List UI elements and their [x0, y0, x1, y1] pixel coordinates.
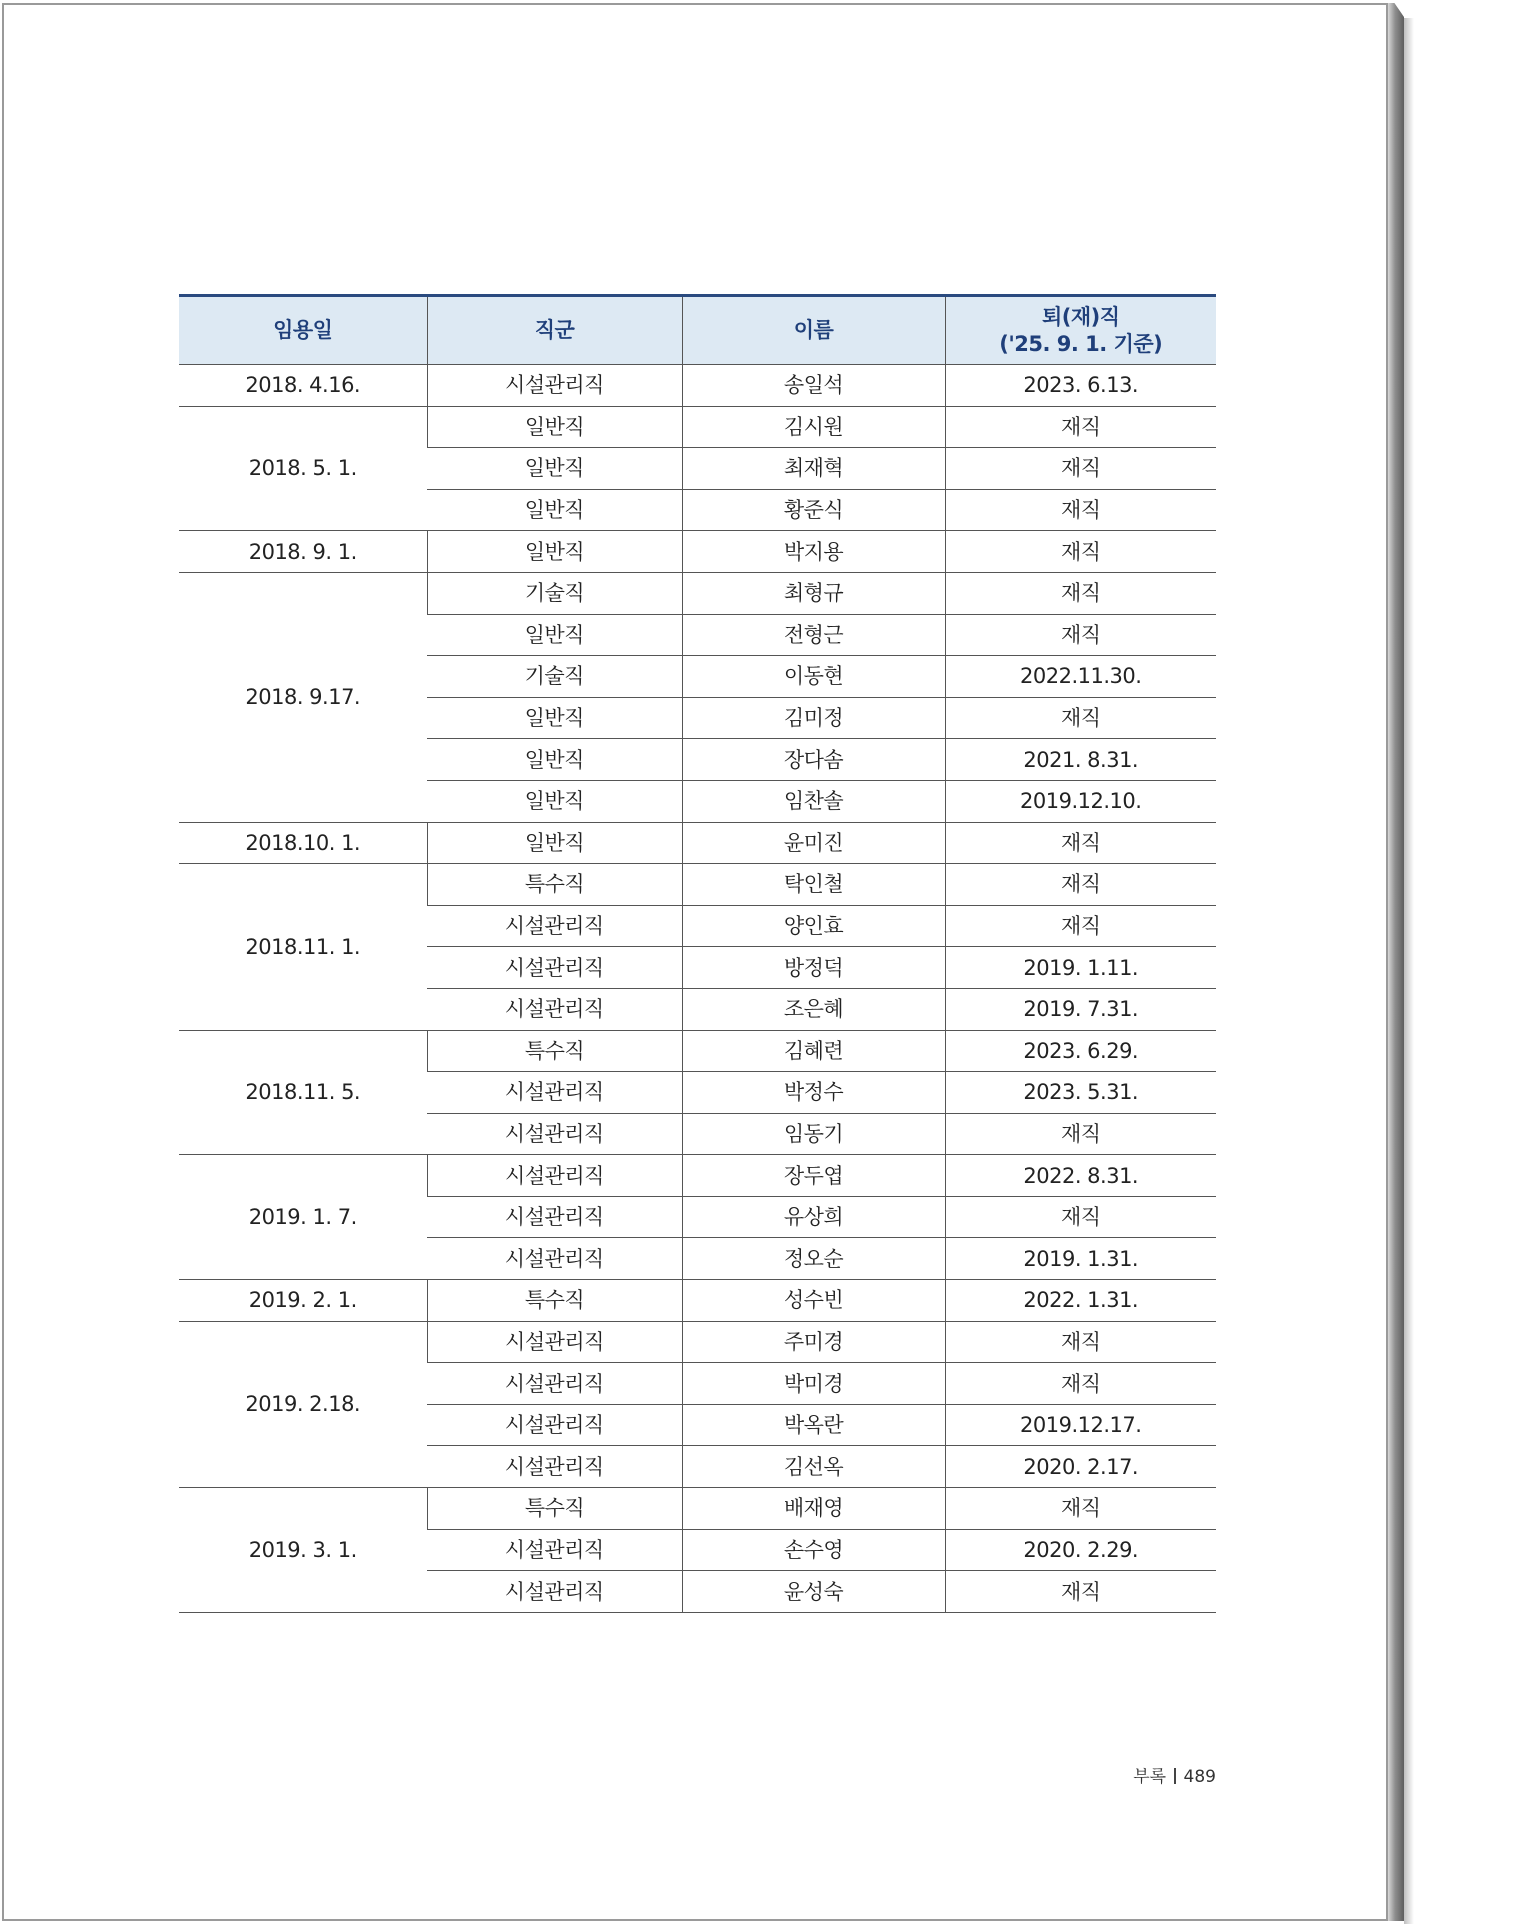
job-group-cell: 특수직 — [427, 864, 682, 906]
status-cell: 재직 — [945, 1363, 1216, 1405]
page-edge-shadow — [1404, 18, 1414, 1924]
status-cell: 2023. 5.31. — [945, 1072, 1216, 1114]
name-cell: 박미경 — [682, 1363, 945, 1405]
job-group-cell: 특수직 — [427, 1030, 682, 1072]
name-cell: 손수영 — [682, 1529, 945, 1571]
job-group-cell: 시설관리직 — [427, 1529, 682, 1571]
name-cell: 김혜련 — [682, 1030, 945, 1072]
status-cell: 2019. 1.31. — [945, 1238, 1216, 1280]
job-group-cell: 시설관리직 — [427, 1571, 682, 1613]
header-row — [179, 296, 1216, 365]
appointment-date-cell: 2018.10. 1. — [179, 822, 427, 864]
status-cell: 재직 — [945, 489, 1216, 531]
status-cell: 재직 — [945, 697, 1216, 739]
job-group-cell: 시설관리직 — [427, 905, 682, 947]
appointment-date-cell: 2019. 2. 1. — [179, 1280, 427, 1322]
name-cell: 장다솜 — [682, 739, 945, 781]
appointment-date-cell: 2019. 3. 1. — [179, 1488, 427, 1613]
name-cell: 최형규 — [682, 572, 945, 614]
job-group-cell: 시설관리직 — [427, 947, 682, 989]
page-number: 489 — [1183, 1767, 1216, 1787]
table-row — [179, 1321, 1216, 1363]
status-cell: 재직 — [945, 1196, 1216, 1238]
job-group-cell: 일반직 — [427, 406, 682, 448]
appointment-date-cell: 2019. 1. 7. — [179, 1155, 427, 1280]
appointment-date-cell: 2018.11. 1. — [179, 864, 427, 1030]
status-cell: 2022. 8.31. — [945, 1155, 1216, 1197]
job-group-cell: 기술직 — [427, 572, 682, 614]
name-cell: 박정수 — [682, 1072, 945, 1114]
header-job-group: 직군 — [427, 296, 682, 365]
job-group-cell: 기술직 — [427, 656, 682, 698]
table-row — [179, 1488, 1216, 1530]
table-row — [179, 531, 1216, 573]
name-cell: 송일석 — [682, 365, 945, 407]
job-group-cell: 시설관리직 — [427, 365, 682, 407]
job-group-cell: 일반직 — [427, 739, 682, 781]
name-cell: 윤성숙 — [682, 1571, 945, 1613]
status-cell: 재직 — [945, 864, 1216, 906]
job-group-cell: 일반직 — [427, 822, 682, 864]
header-status-label: 퇴(재)직 — [1041, 304, 1120, 329]
header-name: 이름 — [682, 296, 945, 365]
table-row — [179, 822, 1216, 864]
job-group-cell: 특수직 — [427, 1488, 682, 1530]
status-cell: 2019. 1.11. — [945, 947, 1216, 989]
status-cell: 재직 — [945, 822, 1216, 864]
appointment-table — [179, 294, 1216, 1613]
table-row — [179, 365, 1216, 407]
table-row — [179, 406, 1216, 448]
status-cell: 재직 — [945, 1321, 1216, 1363]
name-cell: 임찬솔 — [682, 780, 945, 822]
job-group-cell: 시설관리직 — [427, 988, 682, 1030]
footer-divider — [1174, 1768, 1176, 1784]
job-group-cell: 일반직 — [427, 780, 682, 822]
name-cell: 전형근 — [682, 614, 945, 656]
name-cell: 방정덕 — [682, 947, 945, 989]
job-group-cell: 시설관리직 — [427, 1196, 682, 1238]
status-cell: 2021. 8.31. — [945, 739, 1216, 781]
name-cell: 김미정 — [682, 697, 945, 739]
status-cell: 재직 — [945, 572, 1216, 614]
job-group-cell: 시설관리직 — [427, 1404, 682, 1446]
status-cell: 재직 — [945, 406, 1216, 448]
appointment-date-cell: 2018. 9.17. — [179, 572, 427, 822]
name-cell: 임동기 — [682, 1113, 945, 1155]
name-cell: 주미경 — [682, 1321, 945, 1363]
name-cell: 성수빈 — [682, 1280, 945, 1322]
job-group-cell: 시설관리직 — [427, 1363, 682, 1405]
header-employment-status — [945, 296, 1216, 365]
name-cell: 최재혁 — [682, 448, 945, 490]
job-group-cell: 특수직 — [427, 1280, 682, 1322]
table-row — [179, 1280, 1216, 1322]
job-group-cell: 일반직 — [427, 489, 682, 531]
table-row — [179, 1030, 1216, 1072]
status-cell: 2020. 2.29. — [945, 1529, 1216, 1571]
name-cell: 박지용 — [682, 531, 945, 573]
header-status-basis: ('25. 9. 1. 기준) — [999, 331, 1163, 356]
name-cell: 박옥란 — [682, 1404, 945, 1446]
status-cell: 재직 — [945, 448, 1216, 490]
appointment-date-cell: 2019. 2.18. — [179, 1321, 427, 1487]
name-cell: 김시원 — [682, 406, 945, 448]
appointment-date-cell: 2018. 9. 1. — [179, 531, 427, 573]
appointment-date-cell: 2018. 5. 1. — [179, 406, 427, 531]
job-group-cell: 일반직 — [427, 697, 682, 739]
job-group-cell: 시설관리직 — [427, 1238, 682, 1280]
job-group-cell: 시설관리직 — [427, 1113, 682, 1155]
status-cell: 2023. 6.29. — [945, 1030, 1216, 1072]
name-cell: 황준식 — [682, 489, 945, 531]
table-row — [179, 572, 1216, 614]
status-cell: 재직 — [945, 1571, 1216, 1613]
status-cell: 2020. 2.17. — [945, 1446, 1216, 1488]
status-cell: 2019.12.10. — [945, 780, 1216, 822]
job-group-cell: 시설관리직 — [427, 1446, 682, 1488]
status-cell: 재직 — [945, 1488, 1216, 1530]
footer-section: 부록 — [1133, 1767, 1167, 1787]
table-row — [179, 864, 1216, 906]
status-cell: 2022.11.30. — [945, 656, 1216, 698]
table-row — [179, 1155, 1216, 1197]
job-group-cell: 일반직 — [427, 448, 682, 490]
job-group-cell: 시설관리직 — [427, 1321, 682, 1363]
name-cell: 양인효 — [682, 905, 945, 947]
name-cell: 유상희 — [682, 1196, 945, 1238]
status-cell: 2019. 7.31. — [945, 988, 1216, 1030]
header-appointment-date: 임용일 — [179, 296, 427, 365]
name-cell: 김선옥 — [682, 1446, 945, 1488]
name-cell: 이동현 — [682, 656, 945, 698]
status-cell: 재직 — [945, 614, 1216, 656]
name-cell: 배재영 — [682, 1488, 945, 1530]
page-footer — [1098, 1762, 1216, 1787]
status-cell: 2022. 1.31. — [945, 1280, 1216, 1322]
status-cell: 재직 — [945, 905, 1216, 947]
job-group-cell: 일반직 — [427, 614, 682, 656]
table-header — [179, 296, 1216, 365]
status-cell: 2023. 6.13. — [945, 365, 1216, 407]
name-cell: 정오순 — [682, 1238, 945, 1280]
name-cell: 탁인철 — [682, 864, 945, 906]
job-group-cell: 시설관리직 — [427, 1072, 682, 1114]
status-cell: 재직 — [945, 1113, 1216, 1155]
page-edge — [1388, 3, 1404, 1921]
appointment-date-cell: 2018.11. 5. — [179, 1030, 427, 1155]
name-cell: 윤미진 — [682, 822, 945, 864]
name-cell: 조은혜 — [682, 988, 945, 1030]
status-cell: 재직 — [945, 531, 1216, 573]
name-cell: 장두엽 — [682, 1155, 945, 1197]
job-group-cell: 시설관리직 — [427, 1155, 682, 1197]
table-body — [179, 365, 1216, 1613]
status-cell: 2019.12.17. — [945, 1404, 1216, 1446]
appointment-date-cell: 2018. 4.16. — [179, 365, 427, 407]
job-group-cell: 일반직 — [427, 531, 682, 573]
